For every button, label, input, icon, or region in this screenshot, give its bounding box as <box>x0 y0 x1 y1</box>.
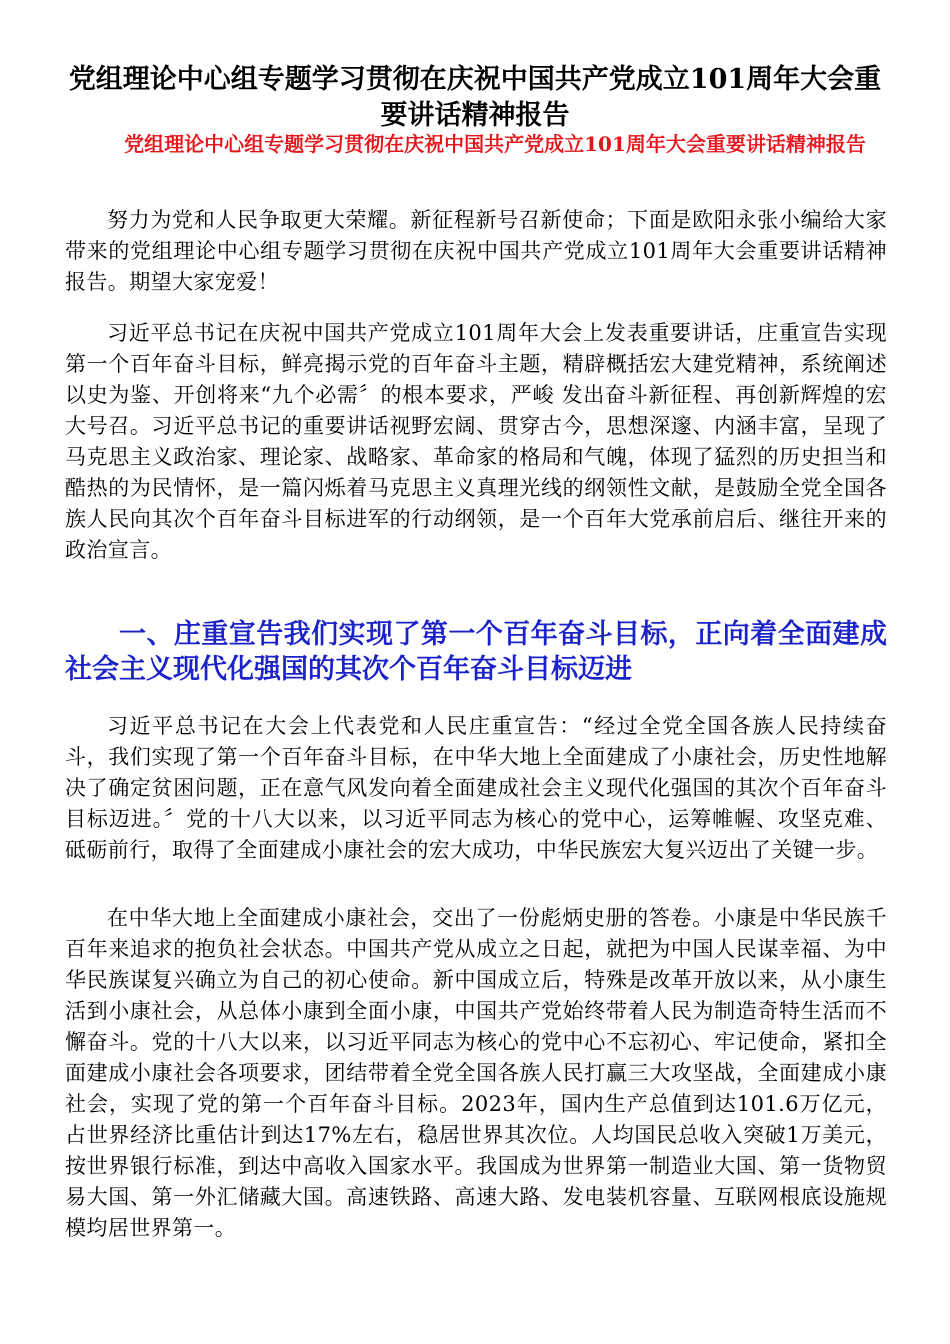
section-1-paragraph-1: 习近平总书记在大会上代表党和人民庄重宣告：“经过全党全国各族人民持续奋斗，我们实现了第一个百年奋斗目标，在中华大地上全面建成了小康社会，历史性地解决了确定贫困问题，正在意气风发向着全面建成社会主义现代化强国的其次个百年奋斗目标迈进。〞党的十八大以来，以习近平同志为核心的党中心，运筹帷幄、攻坚克难、砥砺前行，取得了全面建成小康社会的宏大成功，中华民族宏大复兴迈出了关键一步。 <box>65 714 887 862</box>
section-1-paragraph-2: 在中华大地上全面建成小康社会，交出了一份彪炳史册的答卷。小康是中华民族千百年来追求的抱负社会状态。中国共产党从成立之日起，就把为中国人民谋幸福、为中华民族谋复兴确立为自己的初心使命。新中国成立后，特殊是改革开放以来，从小康生活到小康社会，从总体小康到全面小康，中国共产党始终带着人民为制造奇特生活而不懈奋斗。党的十八大以来，以习近平同志为核心的党中心不忘初心、牢记使命，紧扣全面建成小康社会各项要求，团结带着全党全国各族人民打赢三大攻坚战，全面建成小康社会，实现了党的第一个百年奋斗目标。2023年，国内生产总值到达101.6万亿元，占世界经济比重估计到达17%左右，稳居世界其次位。人均国民总收入突破1万美元，按世界银行标准，到达中高收入国家水平。我国成为世界第一制造业大国、第一货物贸易大国、第一外汇储藏大国。高速铁路、高速大路、发电装机容量、互联网根底设施规模均居世界第一。 <box>65 906 887 1240</box>
overview-paragraph: 习近平总书记在庆祝中国共产党成立101周年大会上发表重要讲话，庄重宣告实现第一个百年奋斗目标，鲜亮揭示党的百年奋斗主题，精辟概括宏大建党精神，系统阐述以史为鉴、开创将来“九个必需〞的根本要求，严峻 发出奋斗新征程、再创新辉煌的宏大号召。习近平总书记的重要讲话视野宏阔、贯穿古今，思想深邃、内涵丰富，呈现了马克思主义政治家、理论家、战略家、革命家的格局和气魄，体现了猛烈的历史担当和酷热的为民情怀，是一篇闪烁着马克思主义真理光线的纲领性文献，是鼓励全党全国各族人民向其次个百年奋斗目标进军的行动纲领，是一个百年大党承前启后、继往开来的政治宣言。 <box>65 321 887 562</box>
document-title: 党组理论中心组专题学习贯彻在庆祝中国共产党成立101周年大会重要讲话精神报告 <box>68 64 882 131</box>
section-1-heading: 一、庄重宣告我们实现了第一个百年奋斗目标，正向着全面建成社会主义现代化强国的其次个百年奋斗目标迈进 <box>65 619 887 685</box>
document-subtitle: 党组理论中心组专题学习贯彻在庆祝中国共产党成立101周年大会重要讲话精神报告 <box>124 132 866 156</box>
intro-paragraph: 努力为党和人民争取更大荣耀。新征程新号召新使命；下面是欧阳永张小编给大家带来的党组理论中心组专题学习贯彻在庆祝中国共产党成立101周年大会重要讲话精神报告。期望大家宠爱！ <box>65 208 887 294</box>
